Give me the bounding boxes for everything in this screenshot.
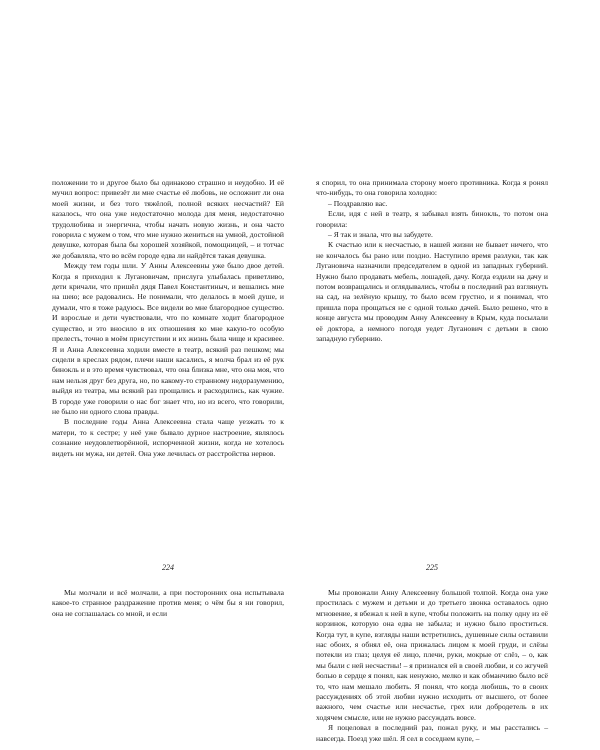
paragraph: я спорил, то она принимала сторону моего противника. Когда я ронял что-нибудь, то она говорила холодно:: [316, 178, 548, 198]
page-number-right: 225: [426, 563, 438, 572]
paragraph: Мы молчали и всё молчали, а при посторонних она испытывала какое-то странное раздражение против меня; о чём бы я ни говорил, она не соглашалась со мной, и если: [52, 588, 284, 618]
left-page-text: [52, 178, 284, 459]
right-page-text: [316, 178, 548, 345]
paragraph: Мы провожали Анну Алексеевну большой толпой. Когда она уже простилась с мужем и детьми и до третьего звонка оставалось одно мгновение, я вбежал к ней в купе, чтобы положить на полку одну из её корзинок, которую она едва не забыла; и нужно было проститься. Когда тут, в купе, взгляды наши встретились, душевные силы оставили нас обоих, я обнял её, она прижалась лицом к моей груди, и слёзы потекли из глаз; целуя её лицо, плечи, руки, мокрые от слёз, – о, как мы были с ней несчастны! – я признался ей в своей любви, и со жгучей болью в сердце я понял, как ненужно, мелко и как обманчиво было всё то, что нам мешало любить. Я понял, что когда любишь, то в своих рассуждениях об этой любви нужно исходить от высшего, от более важного, чем счастье или несчастье, грех или добродетель в их ходячем смысле, или не нужно рассуждать вовсе.: [316, 588, 548, 722]
paragraph: положении то и другое было бы одинаково страшно и неудобно. И её мучил вопрос: привезёт ли мне счастье её любовь, не осложнит ли она моей жизни, и без того тяжёлой, полной всяких несчастий? Ей казалось, что она уже недостаточно молода для меня, недостаточно трудолюбива и энергична, чтобы начать новую жизнь, и она часто говорила с мужем о том, что мне нужно жениться на умной, достойной девушке, которая была бы хорошей хозяйкой, помощницей, – и тотчас же добавляла, что во всём городе едва ли найдётся такая девушка.: [52, 178, 284, 260]
paragraph: – Поздравляю вас.: [328, 198, 388, 208]
right-page-bottom-text: [316, 588, 548, 744]
left-page-bottom-text: [52, 588, 284, 619]
paragraph: Между тем годы шли. У Анны Алексеевны уже было двое детей. Когда я приходил к Лугановичам, прислуга улыбалась приветливо, дети кричали, что пришёл дядя Павел Константиныч, и вешались мне на шею; все радовались. Не понимали, что делалось в моей душе, и думали, что я тоже радуюсь. Все видели во мне благородное существо. И взрослые и дети чувствовали, что по комнате ходит благородное существо, и это вносило в их отношения ко мне какую-то особую прелесть, точно в моём присутствии и их жизнь была чище и красивее. Я и Анна Алексеевна ходили вместе в театр, всякий раз пешком; мы сидели в креслах рядом, плечи наши касались, я молча брал из её рук бинокль и в это время чувствовал, что она близка мне, что она моя, что нам нельзя друг без друга, но, по какому-то странному недоразумению, выйдя из театра, мы всякий раз прощались и расходились, как чужие. В городе уже говорили о нас бог знает что, но из всего, что говорили, не было ни одного слова правды.: [52, 261, 284, 416]
paragraph: Я поцеловал в последний раз, пожал руку, и мы расстались – навсегда. Поезд уже шёл. Я сел в соседнем купе, –: [316, 723, 548, 743]
page-number-left: 224: [162, 563, 174, 572]
paragraph: – Я так и знала, что вы забудете.: [328, 230, 433, 240]
paragraph: В последние годы Анна Алексеевна стала чаще уезжать то к матери, то к сестре; у неё уже бывало дурное настроение, являлось сознание неудовлетворённой, испорченной жизни, когда не хотелось видеть ни мужа, ни детей. Она уже лечилась от расстройства нервов.: [52, 417, 284, 458]
paragraph: К счастью или к несчастью, в нашей жизни не бывает ничего, что не кончалось бы рано или поздно. Наступило время разлуки, так как Лугановича назначили председателем в одной из западных губерний. Нужно было продавать мебель, лошадей, дачу. Когда ездили на дачу и потом возвращались и оглядывались, чтобы в последний раз взглянуть на сад, на зелёную крышу, то было всем грустно, и я понимал, что пришла пора прощаться не с одной только дачей. Было решено, что в конце августа мы проводим Анну Алексеевну в Крым, куда посылали её доктора, а немного погодя уедет Луганович с детьми в свою западную губернию.: [316, 240, 548, 344]
paragraph: Если, идя с ней в театр, я забывал взять бинокль, то потом она говорила:: [316, 209, 548, 229]
